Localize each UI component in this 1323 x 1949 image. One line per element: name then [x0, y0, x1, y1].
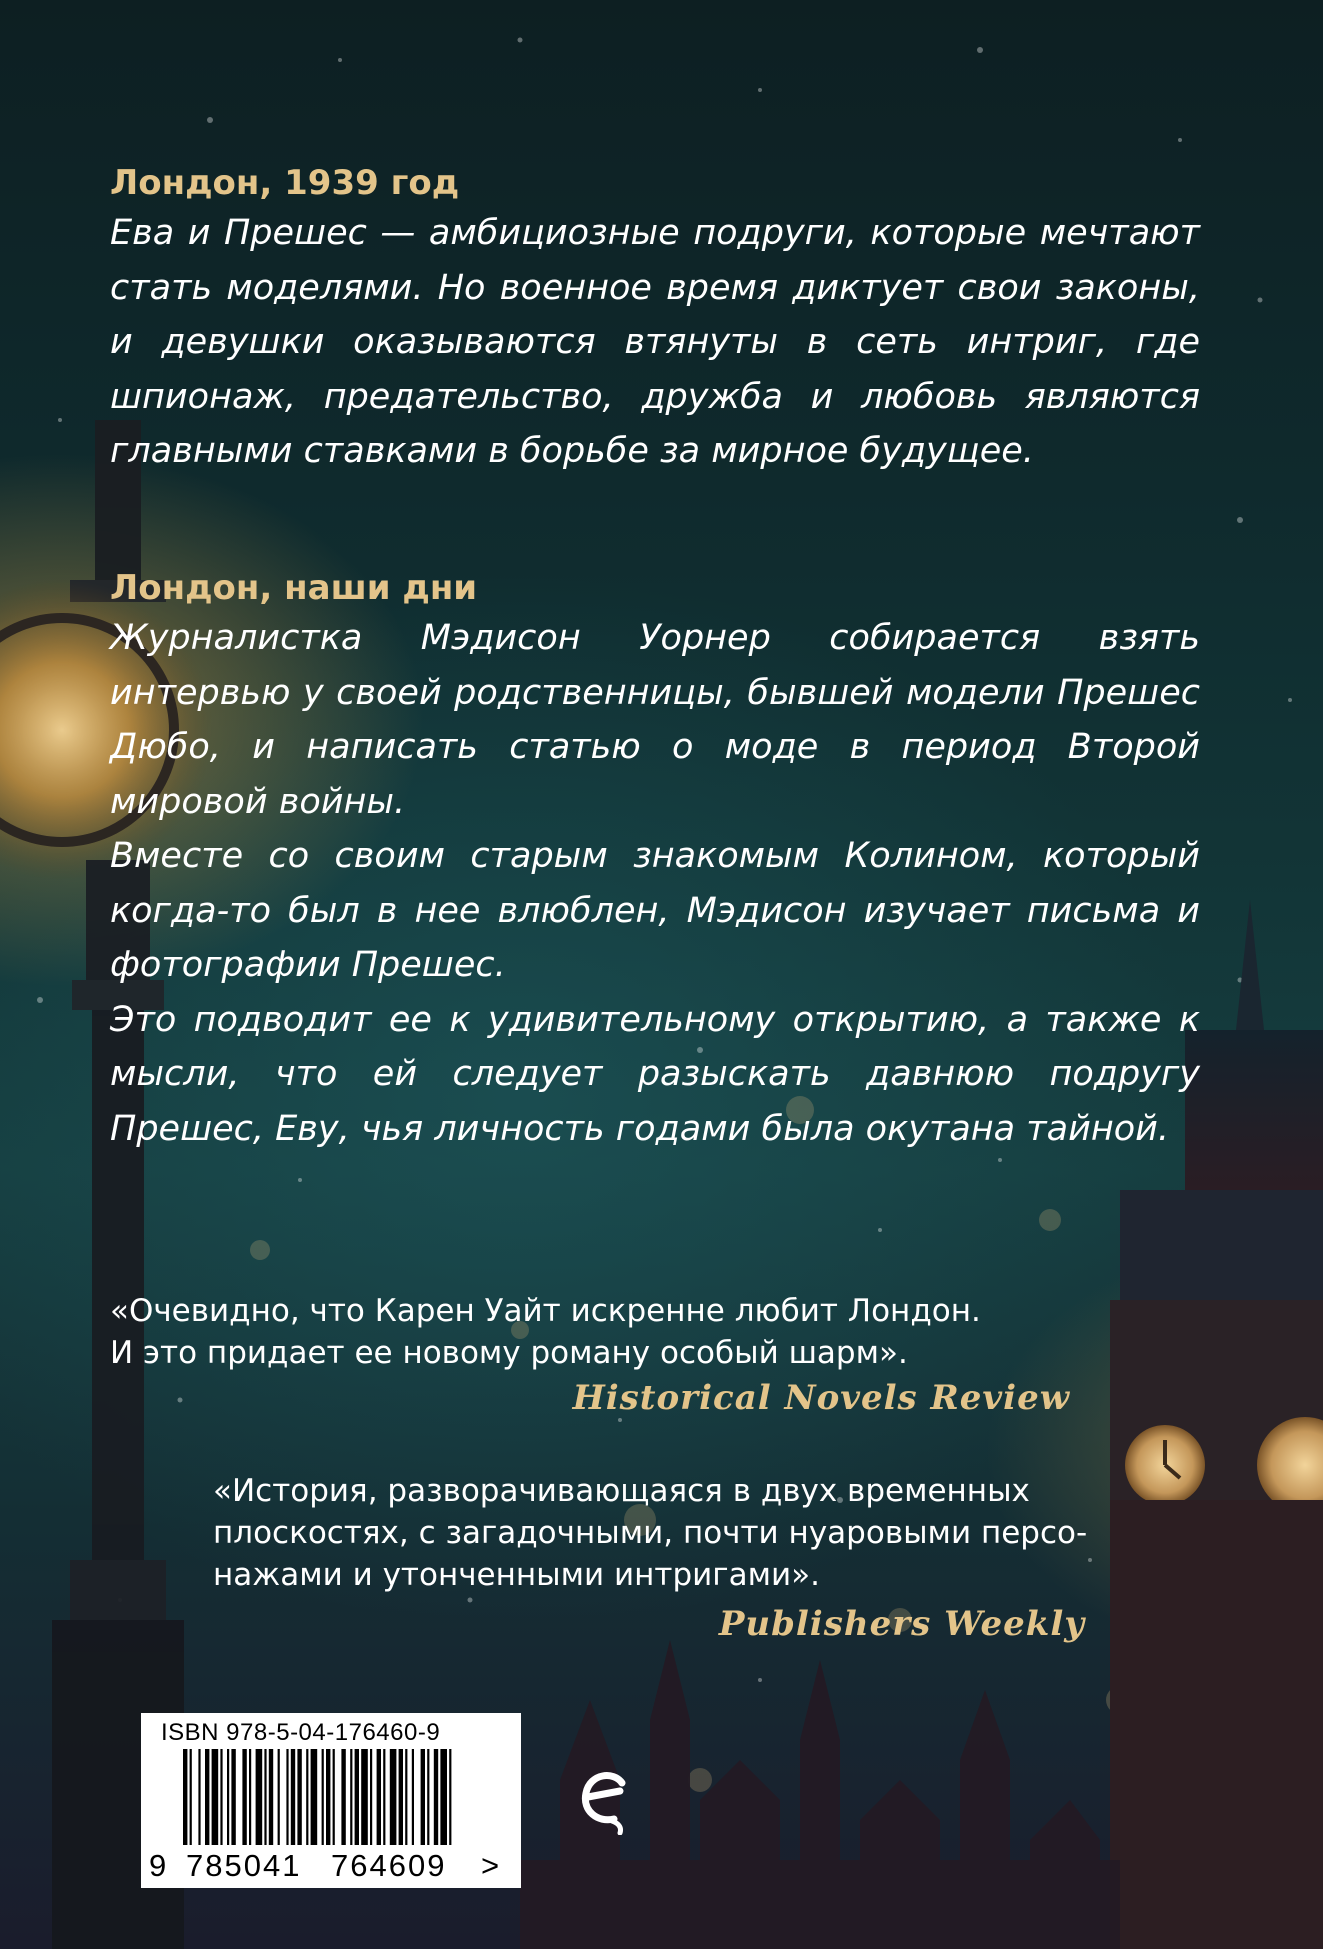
barcode-bar — [264, 1749, 266, 1845]
barcode-bar — [355, 1749, 359, 1845]
barcode-bar — [405, 1749, 407, 1845]
quote-line: «История, разворачивающаяся в двух временных — [213, 1473, 1030, 1509]
barcode-bar — [205, 1749, 209, 1845]
barcode-bar — [377, 1749, 381, 1845]
isbn-barcode — [141, 1713, 521, 1888]
barcode-bar — [291, 1749, 295, 1845]
barcode-bar — [212, 1749, 219, 1845]
barcode-bar — [370, 1749, 372, 1845]
section-present-day — [110, 565, 1200, 1156]
barcode-bar — [231, 1749, 235, 1845]
quote-source: Historical Novels Review — [572, 1378, 1070, 1418]
barcode-bar — [333, 1749, 335, 1845]
quote-line: нажами и утонченными интригами». — [213, 1557, 820, 1593]
review-quote — [110, 1290, 981, 1374]
quote-line: «Очевидно, что Карен Уайт искренне любит Лондон. — [110, 1293, 981, 1329]
barcode-bar — [350, 1749, 352, 1845]
barcode-bar — [311, 1749, 318, 1845]
review-quote — [213, 1470, 1087, 1596]
section-1939 — [110, 160, 1200, 479]
barcode-bar — [190, 1749, 192, 1845]
barcode-icon — [149, 1749, 513, 1849]
isbn-label: ISBN 978-5-04-176460-9 — [161, 1719, 441, 1746]
barcode-bar — [361, 1749, 368, 1845]
barcode-bar — [183, 1749, 187, 1845]
section-heading-present-day: Лондон, наши дни — [110, 568, 478, 608]
barcode-digit-group: > — [481, 1848, 502, 1883]
barcode-bar — [227, 1749, 229, 1845]
quote-line: плоскостях, с загадочными, почти нуаровыми персо- — [213, 1515, 1088, 1551]
barcode-bar — [390, 1749, 397, 1845]
barcode-bar — [383, 1749, 385, 1845]
barcode-bar — [434, 1749, 438, 1845]
barcode-bar — [220, 1749, 222, 1845]
barcode-bar — [286, 1749, 288, 1845]
barcode-digit-group: 764609 — [331, 1848, 447, 1883]
barcode-bar — [427, 1749, 429, 1845]
section-paragraph: Это подводит ее к удивительному открытию, а также к мысли, что ей следует разыскать давнюю подругу Прешес, Еву, чья личность годами была окутана тайной. — [110, 999, 1200, 1149]
barcode-bar — [278, 1749, 280, 1845]
section-paragraph: Вместе со своим старым знакомым Колином, который когда-то был в нее влюблен, Мэдисон изучает письма и фотографии Прешес. — [110, 836, 1200, 985]
quote-source: Publishers Weekly — [718, 1604, 1085, 1644]
barcode-bar — [449, 1749, 451, 1845]
section-body-1939: Ева и Прешес — амбициозные подруги, которые мечтают стать моделями. Но военное время диктует свои законы, и девушки оказываются втянуты в сеть интриг, где шпионаж, предательство, дружба и любовь являются главными ставками в борьбе за мирное будущее. — [110, 213, 1200, 471]
barcode-digit-group: 785041 — [186, 1848, 302, 1883]
barcode-bar — [326, 1749, 330, 1845]
barcode-bar — [242, 1749, 246, 1845]
barcode-bar — [269, 1749, 273, 1845]
barcode-bar — [198, 1749, 200, 1845]
barcode-digit-group: 9 — [149, 1848, 169, 1883]
section-heading-1939: Лондон, 1939 год — [110, 163, 460, 203]
barcode-bar — [297, 1749, 301, 1845]
quote-line: И это придает ее новому роману особый шарм». — [110, 1335, 908, 1371]
section-paragraph: Журналистка Мэдисон Уорнер собирается взять интервью у своей родственницы, бывшей модели Прешес Дюбо, и написать статью о моде в период Второй мировой войны. — [110, 618, 1200, 822]
eksmo-logo-icon — [576, 1765, 636, 1835]
barcode-bar — [322, 1749, 324, 1845]
barcode-bar — [249, 1749, 251, 1845]
barcode-bar — [256, 1749, 263, 1845]
barcode-bar — [399, 1749, 403, 1845]
barcode-bar — [412, 1749, 414, 1845]
barcode-bar — [440, 1749, 447, 1845]
barcode-bar — [421, 1749, 425, 1845]
barcode-bar — [306, 1749, 308, 1845]
barcode-bar — [341, 1749, 345, 1845]
